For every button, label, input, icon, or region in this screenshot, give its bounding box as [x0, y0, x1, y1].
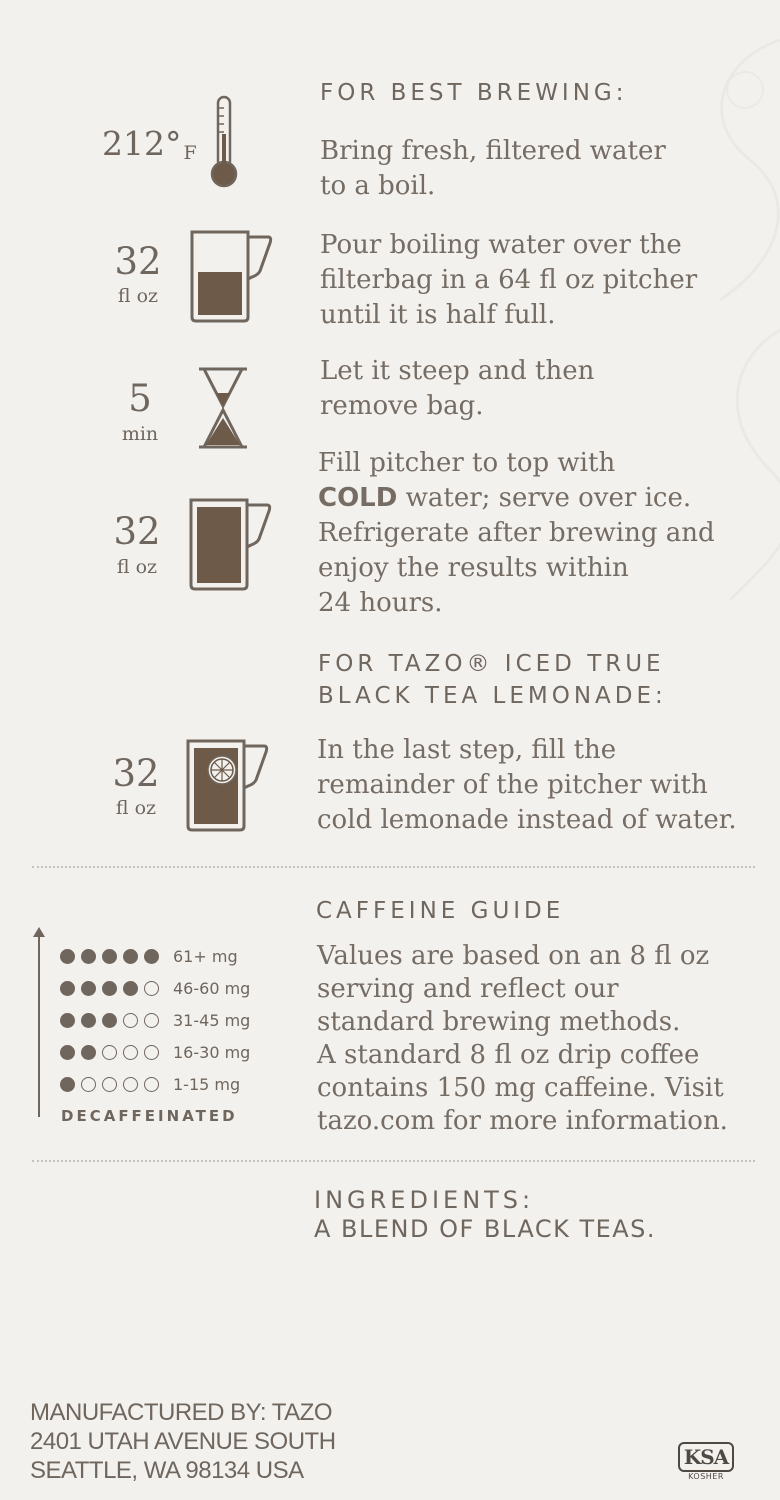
empty-dot-icon	[123, 1045, 138, 1060]
caffeine-level-row	[60, 1073, 240, 1095]
filled-dot-icon	[123, 949, 138, 964]
caffeine-level-row	[60, 1041, 250, 1063]
empty-dot-icon	[144, 981, 159, 996]
empty-dot-icon	[144, 1045, 159, 1060]
caffeine-level-row	[60, 977, 250, 999]
empty-dot-icon	[123, 1013, 138, 1028]
step4-amount: 32	[113, 510, 161, 553]
filled-dot-icon	[60, 1013, 75, 1028]
caffeine-level-row	[60, 945, 238, 967]
caffeine-level-label: 46-60 mg	[173, 978, 251, 998]
caffeine-level-row	[60, 1009, 250, 1031]
filled-dot-icon	[144, 949, 159, 964]
filled-dot-icon	[60, 949, 75, 964]
hourglass-icon	[196, 366, 250, 450]
step4-unit: fl oz	[116, 556, 158, 578]
arrow-up-icon	[32, 925, 46, 1117]
filled-dot-icon	[102, 1013, 117, 1028]
step2-text: Pour boiling water over the filterbag in a 64 fl oz pitcher until it is half full.	[320, 230, 698, 330]
caffeine-level-label: 61+ mg	[173, 946, 238, 966]
empty-dot-icon	[102, 1077, 117, 1092]
empty-dot-icon	[144, 1013, 159, 1028]
step2-unit: fl oz	[117, 285, 159, 307]
step1-text: Bring fresh, filtered water to a boil.	[320, 136, 666, 201]
manufacturer-address: MANUFACTURED BY: TAZO 2401 UTAH AVENUE SOUTH SEATTLE, WA 98134 USA	[30, 1399, 336, 1484]
brewing-heading: FOR BEST BREWING:	[320, 80, 628, 106]
empty-dot-icon	[81, 1077, 96, 1092]
filled-dot-icon	[81, 1045, 96, 1060]
caffeine-heading: CAFFEINE GUIDE	[316, 898, 565, 924]
filled-dot-icon	[102, 981, 117, 996]
caffeine-level-label: 31-45 mg	[173, 1010, 251, 1030]
filled-dot-icon	[81, 981, 96, 996]
filled-dot-icon	[60, 1045, 75, 1060]
caffeine-level-label: 1-15 mg	[173, 1074, 241, 1094]
step1-amount: 212° F	[102, 124, 197, 164]
step3-unit: min	[121, 423, 159, 445]
empty-dot-icon	[102, 1045, 117, 1060]
lemon-pitcher-icon	[182, 736, 272, 834]
lemonade-heading: FOR TAZO® ICED TRUE BLACK TEA LEMONADE:	[318, 651, 667, 709]
caffeine-level-label: 16-30 mg	[173, 1042, 251, 1062]
divider	[32, 1160, 755, 1162]
step2-amount: 32	[114, 240, 162, 283]
ingredients-heading: INGREDIENTS:	[314, 1186, 535, 1214]
filled-dot-icon	[60, 1077, 75, 1092]
empty-dot-icon	[123, 1077, 138, 1092]
lemonade-amount: 32	[112, 752, 160, 795]
thermometer-icon	[206, 94, 242, 190]
step3-amount: 5	[128, 377, 152, 420]
decaf-label: DECAFFEINATED	[61, 1107, 238, 1125]
divider	[32, 866, 755, 868]
cold-emphasis: COLD	[318, 483, 398, 513]
half-pitcher-icon	[186, 227, 276, 325]
filled-dot-icon	[123, 981, 138, 996]
step3-text: Let it steep and then remove bag.	[320, 356, 595, 421]
ingredients-text: A BLEND OF BLACK TEAS.	[314, 1215, 657, 1243]
lemonade-unit: fl oz	[115, 797, 157, 819]
lemonade-text: In the last step, fill the remainder of the pitcher with cold lemonade instead of water.	[317, 735, 737, 835]
empty-dot-icon	[144, 1077, 159, 1092]
kosher-symbol: KSA KOSHER	[678, 1442, 734, 1481]
filled-dot-icon	[81, 949, 96, 964]
full-pitcher-icon	[185, 495, 275, 593]
filled-dot-icon	[60, 981, 75, 996]
filled-dot-icon	[81, 1013, 96, 1028]
filled-dot-icon	[102, 949, 117, 964]
caffeine-text: Values are based on an 8 fl oz serving and reflect our standard brewing methods. A standard 8 fl oz drip coffee contains 150 mg caffeine. Visit tazo.com for more information.	[317, 941, 728, 1136]
step4-text: Fill pitcher to top with COLD water; serve over ice. Refrigerate after brewing and enjoy the results within 24 hours.	[318, 448, 715, 618]
